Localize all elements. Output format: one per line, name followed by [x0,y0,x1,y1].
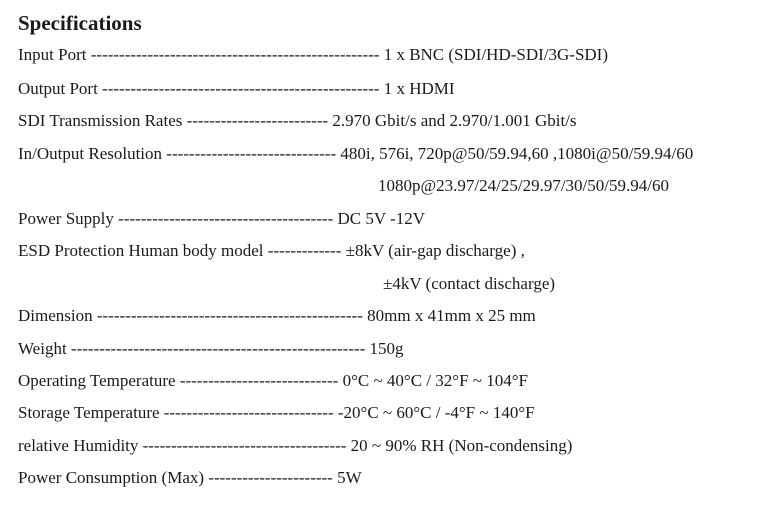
spec-row-weight: Weight ---------------------------------------------------- 150g [18,339,404,358]
section-title: Specifications [18,11,142,35]
spec-row-sdi-transmission-rates: SDI Transmission Rates ------------------------- 2.970 Gbit/s and 2.970/1.001 Gbit/s [18,111,577,130]
spec-row-io-resolution-continued: 1080p@23.97/24/25/29.97/30/50/59.94/60 [378,176,669,195]
spec-row-storage-temperature: Storage Temperature ------------------------------ -20°C ~ 60°C / -4°F ~ 140°F [18,403,535,422]
spec-row-power-supply: Power Supply -------------------------------------- DC 5V -12V [18,209,426,228]
spec-row-esd-protection: ESD Protection Human body model ------------- ±8kV (air-gap discharge) , [18,241,525,260]
spec-row-io-resolution: In/Output Resolution ------------------------------ 480i, 576i, 720p@50/59.94,60 ,1080i@50/59.94/60 [18,144,694,163]
spec-row-relative-humidity: relative Humidity ------------------------------------ 20 ~ 90% RH (Non-condensing) [18,436,573,455]
spec-row-operating-temperature: Operating Temperature ---------------------------- 0°C ~ 40°C / 32°F ~ 104°F [18,371,528,390]
spec-row-esd-protection-continued: ±4kV (contact discharge) [383,274,556,293]
spec-row-output-port: Output Port ------------------------------------------------- 1 x HDMI [18,79,455,98]
spec-row-input-port: Input Port --------------------------------------------------- 1 x BNC (SDI/HD-SDI/3G-SDI) [18,45,608,64]
spec-row-power-consumption: Power Consumption (Max) ---------------------- 5W [18,468,362,487]
spec-row-dimension: Dimension ----------------------------------------------- 80mm x 41mm x 25 mm [18,306,536,325]
